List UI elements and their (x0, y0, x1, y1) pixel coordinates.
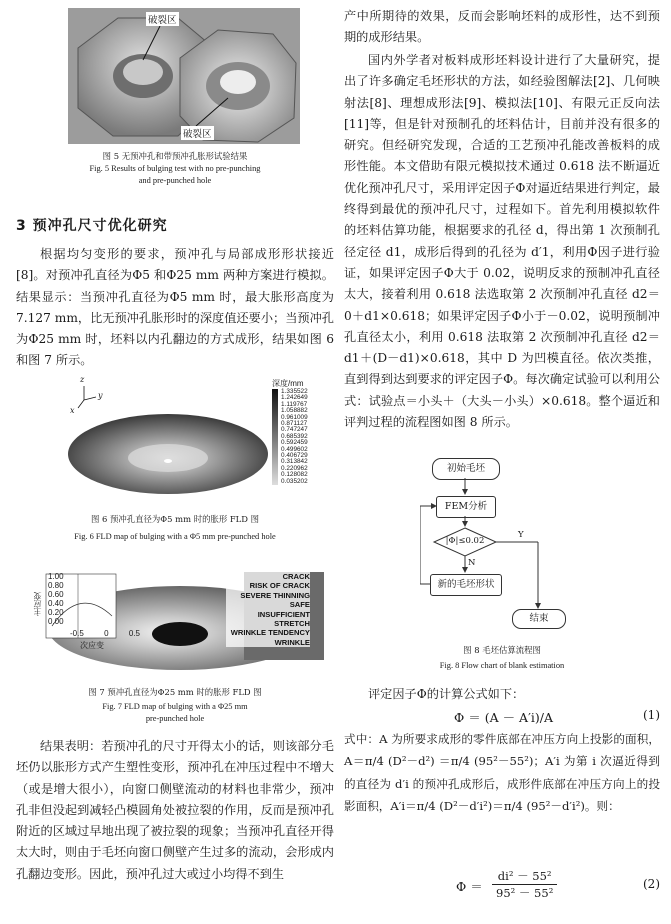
fig6-legend-value: 1.335522 (281, 388, 308, 395)
fig6-legend-colorbar (272, 389, 278, 485)
formula-text-1: 式中：A 为所要求成形的零件底部在冲压方向上投影的面积，A＝π/4 (D²－d²) ＝π/4 (95²－55²)；A′i 为第 i 次逼近得到的直径为 d′i 的预冲孔成形后，成形件底部在冲压方向上的投影面积，A′i＝π/4 (D²－d′i²)＝π/4 (95²－d′i²)。则： (344, 732, 660, 814)
right-paragraph-1: 国内外学者对板料成形坯料设计进行了大量研究，提出了许多确定毛坯形状的方法，如经验图解法[2]、几何映射法[8]、理想成形法[9]、模拟法[10]、有限元正反向法[11]等，但是针对预制孔的坯料估计，目前并没有很多的研究。但经研究发现，合适的工艺预冲孔能改善板料的成形性能。本文借助有限元模拟技术通过 0.618 法不断逼近优化预冲孔尺寸，采用评定因子Φ对逼近结果进行判定，最终得到最优的预冲孔尺寸，过程如下。首先利用模拟软件的坯料估算功能，根据要求的孔径 d，得出第 1 次预制孔径定径 d1，成形后得到的孔径为 d′1，利用Φ因子进行验证，如果评定因子Φ大于 0.02，说明反求的预制冲孔直径太大，接着利用 0.618 法选取第 2 次预制冲孔直径 d2＝0＋d1×0.618；如果评定因子Φ小于－0.02，说明预制冲孔直径太小，利用 0.618 法取第 2 次预制冲孔直径 d2＝d1＋(D－d1)×0.618，其中 D 为凹模直径。依次类推，直到得到达到要求的评定因子Φ。每次确定试验可以利用公式：试验点＝小头＋（大头－小头）×0.618。整个逼近和评判过程的流程图如图 8 所示。 (344, 53, 660, 430)
fig6-legend-title: 深度/mm (272, 379, 304, 388)
fig5-caption-en-2: and pre-punched hole (138, 176, 212, 185)
fig7-inset-xlabel: 次应变 (80, 641, 104, 650)
fig7-xtick: -0.5 (70, 629, 84, 638)
equation-2-numerator: di² － 55² (492, 868, 557, 885)
fig8-flowchart (420, 454, 590, 630)
equation-2 (344, 868, 660, 904)
fig6-caption-en: Fig. 6 FLD map of bulging with a Φ5 mm pre-punched hole (74, 531, 276, 541)
fig6-legend-value: 0.499602 (281, 445, 308, 453)
equation-2-denominator: 95² － 55² (496, 886, 554, 900)
fig8-caption-en: Fig. 8 Flow chart of blank estimation (439, 660, 565, 670)
section-heading: 3 预冲孔尺寸优化研究 (16, 218, 168, 234)
fig7-ytick: 0.60 (48, 590, 64, 599)
fig8-decision: |Φ|≤0.02 (445, 536, 485, 546)
equation-2-number: (2) (643, 877, 660, 891)
fig7-caption-en-2: pre-punched hole (145, 714, 205, 723)
fig6-legend-value: 1.119767 (281, 400, 308, 408)
equation-1-body: Φ ＝ (A － A′i)/A (454, 710, 554, 725)
fig8-box-new: 新的毛坯形状 (430, 574, 502, 596)
left-paragraph-2: 结果表明：若预冲孔的尺寸开得太小的话，则该部分毛坯仍以胀形方式产生塑性变形，预冲孔在冲压过程中不增大（或是增大很小），向窗口侧壁流动的材料也非常少，预冲孔非但没起到减轻凸模圆角处被拉裂的作用，反而是预冲孔附近的区域过早地出现了被拉裂的现象；当预冲孔直径开得太大时，则由于毛坯向窗口侧壁产生过多的流动，会形成内孔翻边变形。因此，预冲孔过大或过小均得不到生 (16, 739, 334, 881)
fig7-inset-yticks (48, 572, 64, 626)
equation-1 (344, 706, 660, 728)
fig6-legend-value: 0.220962 (281, 464, 308, 472)
fig7-ytick: 1.00 (48, 572, 64, 581)
equation-2-fraction (492, 868, 557, 901)
fig7-legend-item: SEVERE THINNING (226, 591, 310, 600)
fig6-legend-value: 0.406729 (281, 452, 308, 460)
fig7-legend (226, 572, 310, 647)
fig7-legend-item: SAFE (226, 600, 310, 609)
fig5-photo (68, 8, 300, 144)
fig5-image (68, 8, 300, 144)
fig6 (56, 372, 332, 502)
fig6-legend-value: 0.313842 (281, 458, 308, 466)
fig7-caption-en-1: Fig. 7 FLD map of bulging with a Φ25 mm (102, 701, 248, 711)
fig6-axis-x: x (70, 406, 75, 415)
fig6-legend-value: 1.242649 (281, 394, 308, 402)
fig7-legend-item: CRACK (226, 572, 310, 581)
fig7-legend-item: WRINKLE (226, 638, 310, 647)
fig7-ytick: 0.40 (48, 599, 64, 608)
fig7-xtick: 0.5 (128, 629, 140, 638)
fig6-legend-value: 0.747247 (281, 426, 308, 434)
fig7-inset-ylabel: 主应变 (33, 592, 42, 616)
equation-1-number: (1) (643, 708, 660, 722)
fig7-legend-item: RISK OF CRACK (226, 581, 310, 590)
fig7-ytick: 0.20 (48, 608, 64, 617)
fig6-axis-y: y (98, 391, 103, 400)
formula-intro: 评定因子Φ的计算公式如下： (368, 687, 525, 701)
fig7-legend-item: INSUFFICIENT STRETCH (226, 610, 310, 629)
left-paragraph-1: 根据均匀变形的要求，预冲孔与局部成形形状接近[8]。对预冲孔直径为Φ5 和Φ25 mm 两种方案进行模拟。结果显示：当预冲孔直径为Φ5 mm 时，最大胀形高度为 7.127 mm，比无预冲孔胀形时的深度值还要小；当预冲孔为Φ25 mm 时，坯料以内孔翻边的方式成形，结果如图 6 和图 7 所示。 (16, 247, 334, 368)
fig8-yes: Y (518, 530, 524, 540)
fig6-legend-value: 0.592459 (281, 439, 308, 447)
fig6-axis-z: z (80, 375, 85, 384)
fig8-caption-zh: 图 8 毛坯估算流程图 (463, 645, 541, 655)
fig6-legend-value: 0.128082 (281, 471, 308, 479)
fig6-legend-value: 0.871127 (281, 420, 308, 428)
fig8-box-start: 初始毛坯 (432, 458, 500, 480)
equation-2-lhs: Φ ＝ (456, 879, 483, 894)
fig8-no: N (468, 558, 476, 568)
fig5-caption-zh: 图 5 无预冲孔和带预冲孔胀形试验结果 (102, 151, 248, 161)
right-paragraph-0: 产中所期待的效果，反而会影响坯料的成形性，达不到预期的成形结果。 (344, 9, 660, 45)
fig7-xtick: 0 (104, 629, 109, 638)
fig7-caption-zh: 图 7 预冲孔直径为Φ25 mm 时的胀形 FLD 图 (88, 687, 262, 697)
fig5-label-bottom: 破裂区 (181, 126, 214, 140)
fig5-caption-en-1: Fig. 5 Results of bulging test with no pre-punching (89, 163, 261, 173)
fig6-legend (272, 378, 336, 485)
fig6-legend-value: 1.058882 (281, 407, 308, 415)
fig7-inset-xticks (70, 629, 140, 638)
fig5-label-top: 破裂区 (146, 12, 179, 26)
fig6-legend-value: 0.035202 (281, 477, 308, 485)
fig6-legend-value: 0.961009 (281, 413, 308, 421)
fig8-box-end: 结束 (512, 609, 566, 629)
fig7-legend-item: WRINKLE TENDENCY (226, 628, 310, 637)
fig6-legend-value: 0.685392 (281, 432, 308, 440)
fig7-ytick: 0.80 (48, 581, 64, 590)
fig8-box-fem: FEM分析 (436, 496, 496, 518)
fig6-caption-zh: 图 6 预冲孔直径为Φ5 mm 时的胀形 FLD 图 (91, 514, 259, 524)
fig7 (30, 566, 326, 676)
fig7-ytick: 0.00 (48, 617, 64, 626)
